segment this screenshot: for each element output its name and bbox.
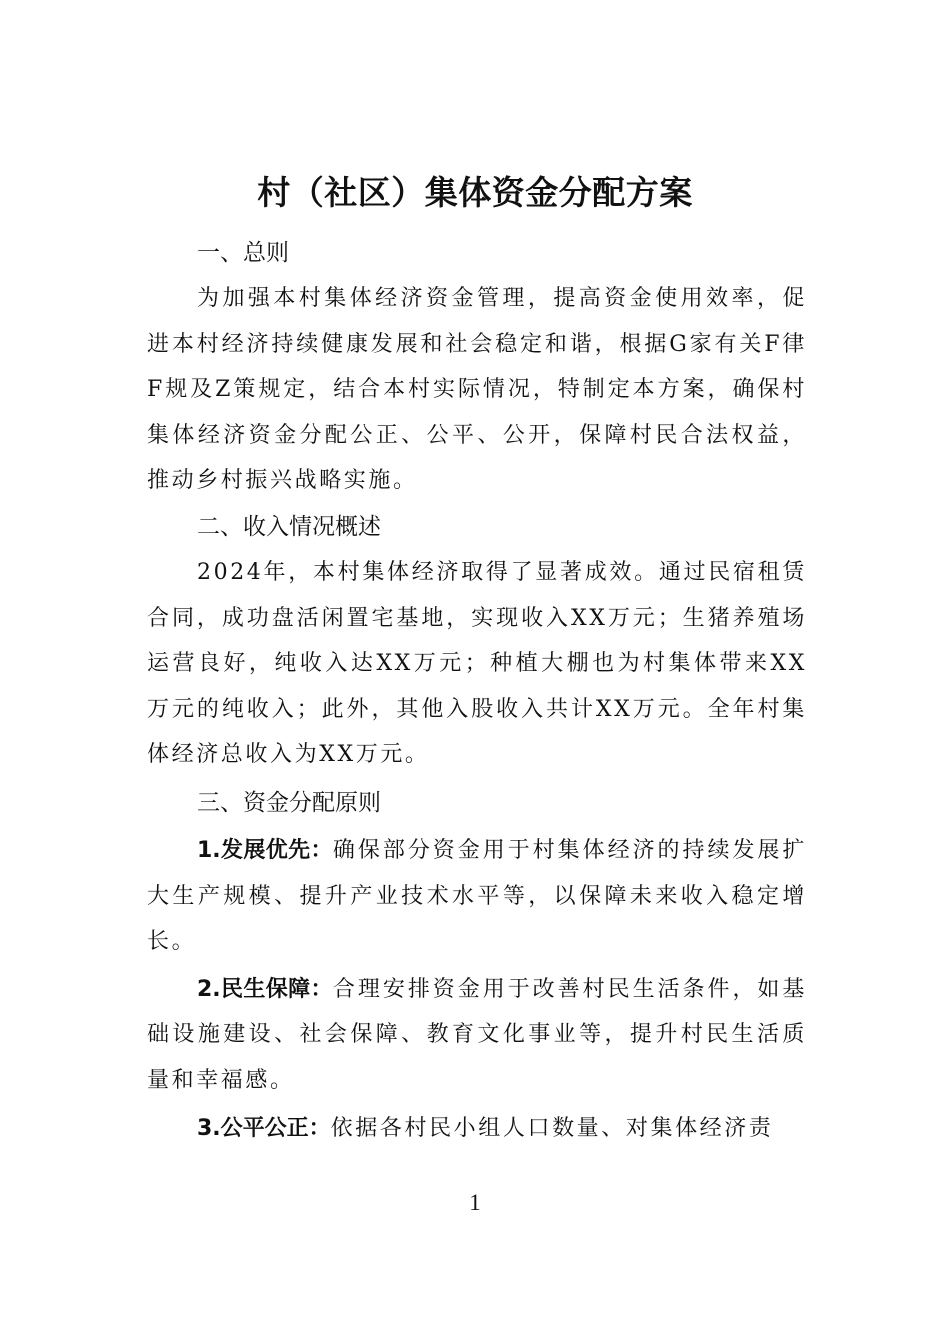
document-title: 村（社区）集体资金分配方案 (257, 173, 693, 212)
principle-item-development (147, 828, 807, 965)
principle-text: 依据各村民小组人口数量、对集体经济责 (330, 1115, 774, 1141)
general-paragraph: 为加强本村集体经济资金管理，提高资金使用效率，促进本村经济持续健康发展和社会稳定和谐，根据G家有关F律F规及Z策规定，结合本村实际情况，特制定本方案，确保村集体经济资金分配公正、公平、公开，保障村民合法权益，推动乡村振兴战略实施。 (147, 286, 807, 494)
principle-text: 确保部分资金用于村集体经济的持续发展扩大生产规模、提升产业技术水平等，以保障未来收入稳定增长。 (147, 837, 807, 955)
section-heading-principles: 三、资金分配原则 (197, 789, 381, 816)
principle-text: 合理安排资金用于改善村民生活条件，如基础设施建设、社会保障、教育文化事业等，提升村民生活质量和幸福感。 (147, 976, 807, 1093)
principle-lead: 1.发展优先： (197, 837, 333, 863)
principle-item-livelihood (147, 967, 807, 1104)
section-heading-income: 二、收入情况概述 (197, 513, 381, 540)
document-body (147, 230, 807, 1151)
income-paragraph: 2024年，本村集体经济取得了显著成效。通过民宿租赁合同，成功盘活闲置宅基地，实现收入XX万元；生猪养殖场运营良好，纯收入达XX万元；种植大棚也为村集体带来XX万元的纯收入；此外，其他入股收入共计XX万元。全年村集体经济总收入为XX万元。 (147, 559, 807, 768)
section-heading-general: 一、总则 (197, 240, 289, 266)
principle-lead: 3.公平公正： (197, 1115, 331, 1141)
principle-lead: 2.民生保障： (197, 976, 333, 1002)
page-number: 1 (469, 1190, 481, 1215)
principle-item-fairness (147, 1106, 807, 1152)
